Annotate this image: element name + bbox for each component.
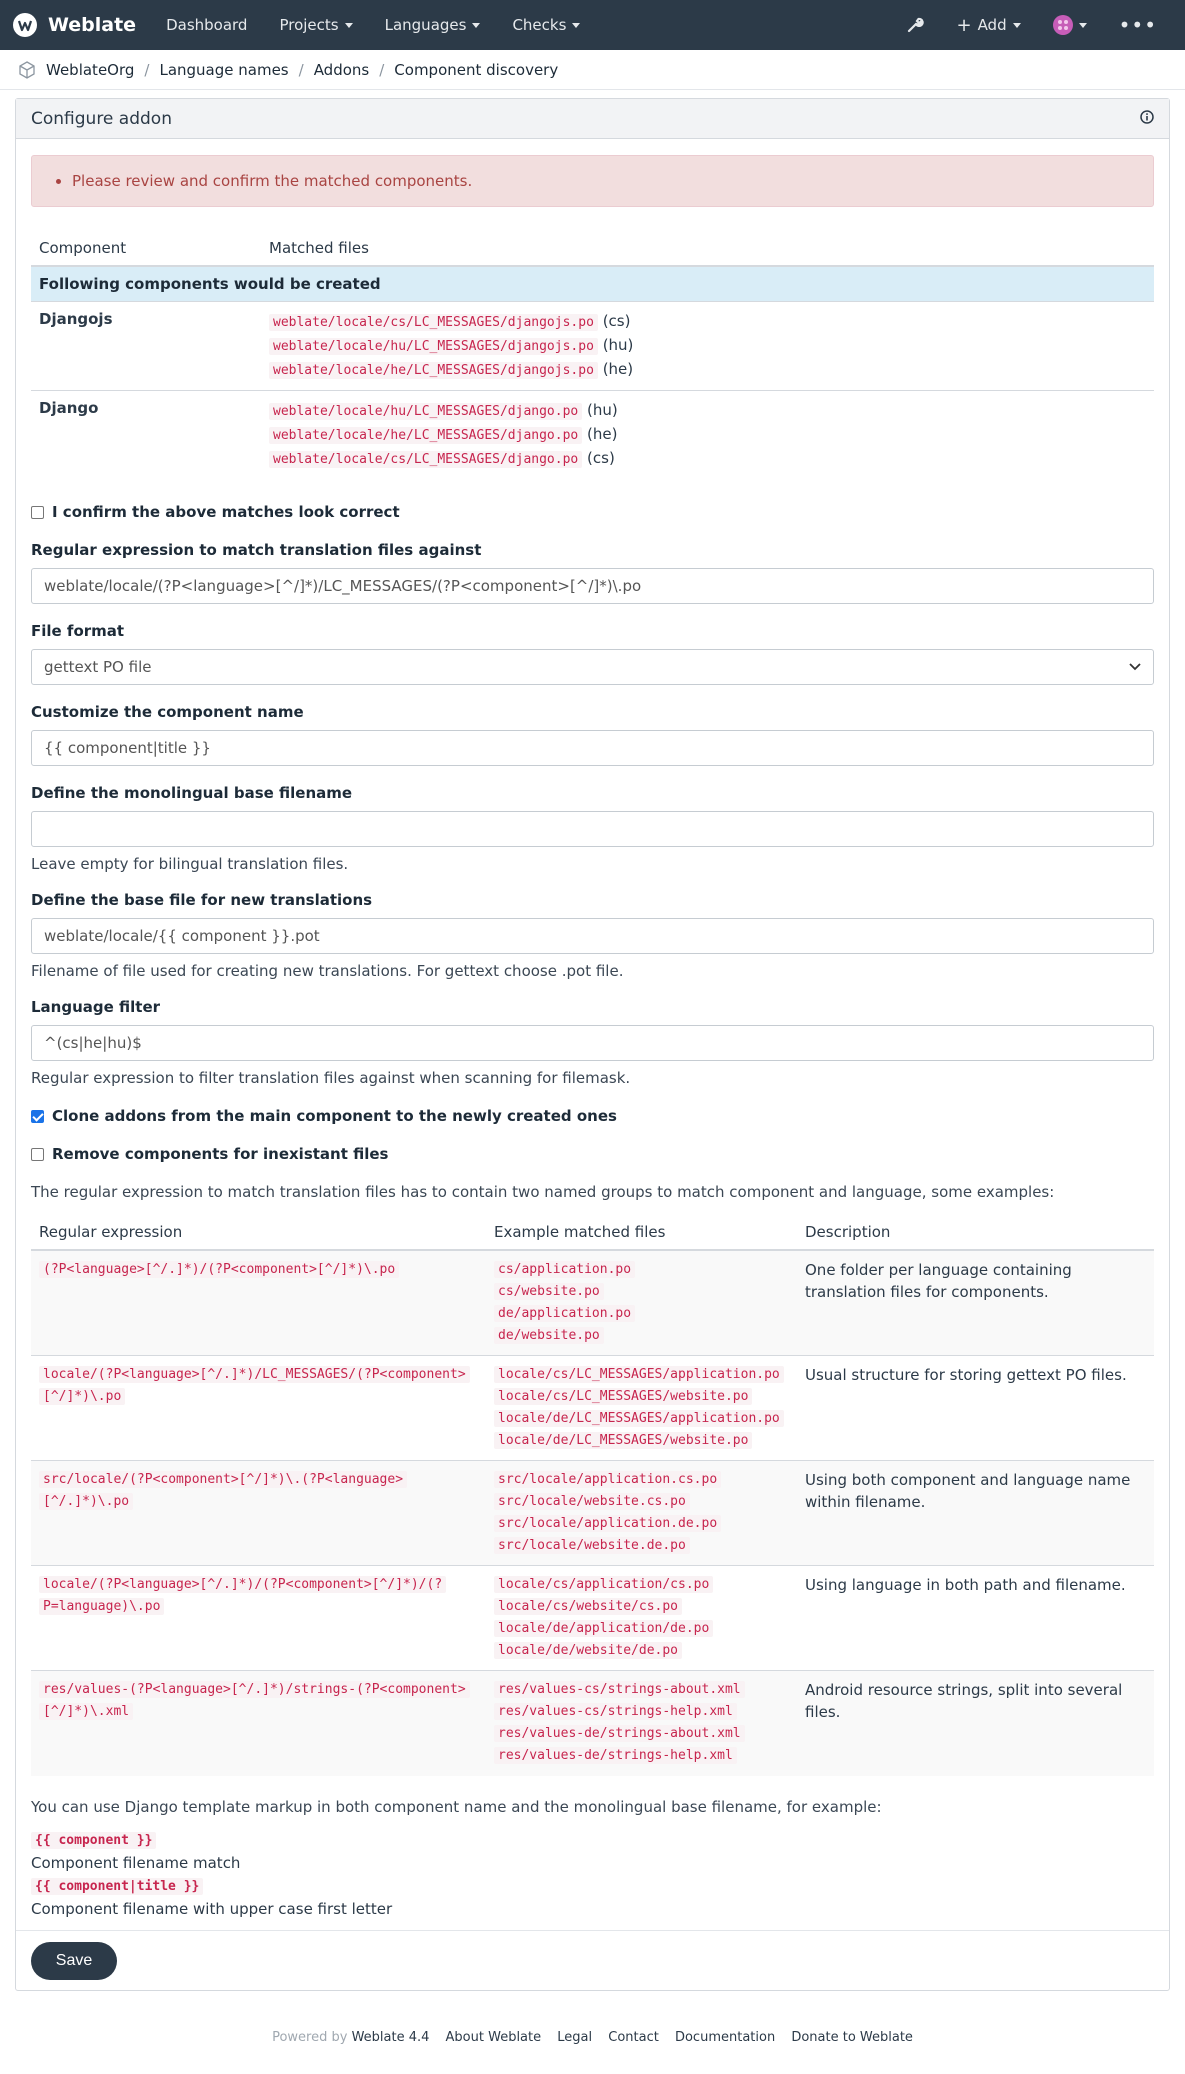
example-file: res/values-de/strings-about.xml: [494, 1725, 745, 1742]
example-file: locale/cs/website/cs.po: [494, 1598, 682, 1615]
regex-code: [^/.]*)\.po: [39, 1493, 133, 1510]
header-example-files: Example matched files: [486, 1215, 797, 1250]
matched-components-table: [31, 231, 1154, 479]
file-path: weblate/locale/he/LC_MESSAGES/djangojs.po: [269, 362, 598, 379]
regex-code: [^/]*)\.po: [39, 1388, 125, 1405]
regex-code: res/values-(?P<language>[^/.]*)/strings-(?P<component>: [39, 1681, 470, 1698]
example-file: locale/de/website/de.po: [494, 1642, 682, 1659]
remove-checkbox-row[interactable]: [31, 1145, 1154, 1163]
header-description: Description: [797, 1215, 1154, 1250]
alert-error: [31, 155, 1154, 207]
file-lang: (he): [602, 360, 634, 378]
example-files-cell: [486, 1671, 797, 1776]
table-row: [31, 1671, 1154, 1776]
regex-input[interactable]: weblate/locale/(?P<language>[^/]*)/LC_MESSAGES/(?P<component>[^/]*)\.po: [31, 568, 1154, 604]
chevron-down-icon: [1129, 663, 1141, 671]
example-file: cs/application.po: [494, 1261, 635, 1278]
regex-cell: [31, 1356, 486, 1461]
section-row: [31, 266, 1154, 302]
remove-components-checkbox[interactable]: [31, 1148, 44, 1161]
file-path: weblate/locale/cs/LC_MESSAGES/django.po: [269, 451, 582, 468]
table-row: [31, 1461, 1154, 1566]
template-intro: You can use Django template markup in both component name and the monolingual base filename, for example:: [31, 1797, 882, 1816]
example-file: src/locale/website.cs.po: [494, 1493, 690, 1510]
powered-by-text: [272, 2030, 429, 2045]
nav-dashboard-label: Dashboard: [166, 16, 248, 34]
example-file: locale/de/application/de.po: [494, 1620, 713, 1637]
nav-languages-label: Languages: [384, 16, 467, 34]
more-dots-icon: •••: [1118, 13, 1157, 37]
file-lang: (hu): [587, 401, 618, 419]
caret-down-icon: [572, 23, 580, 28]
weblate-version-link[interactable]: Weblate 4.4: [351, 2030, 430, 2045]
file-line: [269, 423, 1146, 447]
base-help: Leave empty for bilingual translation files.: [31, 855, 349, 873]
format-label: File format: [31, 622, 125, 640]
regex-cell: [31, 1461, 486, 1566]
header-component: Component: [31, 231, 261, 266]
examples-intro: The regular expression to match translation files has to contain two named groups to match component and language, some examples:: [31, 1183, 1055, 1201]
table-row: [31, 391, 1154, 480]
template-code: {{ component }}: [31, 1832, 156, 1849]
template-desc: Component filename match: [31, 1853, 241, 1872]
component-name: Djangojs: [31, 302, 261, 391]
example-file: locale/cs/application/cs.po: [494, 1576, 713, 1593]
footer-link-donate[interactable]: Donate to Weblate: [791, 2030, 913, 2045]
confirm-label: I confirm the above matches look correct: [52, 503, 400, 521]
regex-field-group: [31, 541, 1154, 604]
nav-checks[interactable]: [496, 0, 596, 50]
regex-code: locale/(?P<language>[^/.]*)/(?P<component>[^/]*)/(?: [39, 1576, 446, 1593]
regex-cell: [31, 1250, 486, 1356]
example-file: res/values-de/strings-help.xml: [494, 1747, 737, 1764]
example-file: res/values-cs/strings-about.xml: [494, 1681, 745, 1698]
add-menu-label: Add: [977, 16, 1007, 34]
breadcrumb-separator: /: [298, 60, 304, 79]
example-files-cell: [486, 1461, 797, 1566]
weblate-logo-icon: [12, 12, 38, 38]
example-file: de/website.po: [494, 1327, 604, 1344]
confirm-checkbox-row[interactable]: [31, 503, 1154, 521]
example-description: Android resource strings, split into several files.: [797, 1671, 1154, 1776]
base-file-input[interactable]: [31, 811, 1154, 847]
file-path: weblate/locale/hu/LC_MESSAGES/django.po: [269, 403, 582, 420]
example-files-cell: [486, 1250, 797, 1356]
nav-languages[interactable]: [369, 0, 497, 50]
more-menu-button[interactable]: [1103, 0, 1173, 50]
template-example-line: [31, 1828, 1154, 1852]
powered-label: Powered by: [272, 2030, 348, 2045]
footer-link-documentation[interactable]: Documentation: [674, 2030, 776, 2045]
new-base-label: Define the base file for new translations: [31, 891, 373, 909]
file-path: weblate/locale/cs/LC_MESSAGES/djangojs.po: [269, 314, 598, 331]
example-file: cs/website.po: [494, 1283, 604, 1300]
section-label: Following components would be created: [31, 266, 1154, 302]
nav-dashboard[interactable]: [150, 0, 263, 50]
clone-label: Clone addons from the main component to the newly created ones: [52, 1107, 617, 1125]
file-line: [269, 334, 1146, 358]
info-icon[interactable]: [1140, 109, 1154, 129]
footer-link-legal[interactable]: Legal: [557, 2030, 593, 2045]
caret-down-icon: [1013, 23, 1021, 28]
file-lang: (he): [587, 425, 618, 443]
name-field-group: [31, 703, 1154, 766]
component-name: Django: [31, 391, 261, 480]
file-path: weblate/locale/he/LC_MESSAGES/django.po: [269, 427, 582, 444]
file-format-value: gettext PO file: [44, 658, 152, 676]
page-footer: [0, 2030, 1185, 2045]
lang-filter-help: Regular expression to filter translation files against when scanning for filemask.: [31, 1069, 631, 1087]
matched-files-cell: [261, 391, 1154, 480]
regex-code: locale/(?P<language>[^/.]*)/LC_MESSAGES/(?P<component>: [39, 1366, 470, 1383]
new-base-field-group: [31, 891, 1154, 980]
file-format-select[interactable]: [31, 649, 1154, 685]
caret-down-icon: [345, 23, 353, 28]
table-row: [31, 1356, 1154, 1461]
clone-checkbox-row[interactable]: [31, 1107, 1154, 1125]
header-matched-files: Matched files: [261, 231, 1154, 266]
panel-footer: [16, 1930, 1169, 1990]
breadcrumb-component[interactable]: Language names: [159, 60, 289, 79]
file-line: [269, 399, 1146, 423]
save-button[interactable]: Save: [31, 1942, 117, 1980]
example-file: locale/de/LC_MESSAGES/website.po: [494, 1432, 752, 1449]
file-lang: (cs): [587, 449, 615, 467]
breadcrumb-current[interactable]: Component discovery: [394, 60, 559, 79]
breadcrumb: [0, 50, 1185, 90]
remove-label: Remove components for inexistant files: [52, 1145, 389, 1163]
confirm-checkbox[interactable]: [31, 506, 44, 519]
header-regex: Regular expression: [31, 1215, 486, 1250]
breadcrumb-separator: /: [379, 60, 385, 79]
component-name-input[interactable]: {{ component|title }}: [31, 730, 1154, 766]
example-file: src/locale/application.cs.po: [494, 1471, 721, 1488]
example-files-cell: [486, 1566, 797, 1671]
cube-icon: [18, 61, 36, 79]
new-base-help: Filename of file used for creating new translations. For gettext choose .pot file.: [31, 962, 624, 980]
example-description: Usual structure for storing gettext PO files.: [797, 1356, 1154, 1461]
panel-title: Configure addon: [31, 108, 172, 129]
footer-link-about[interactable]: About Weblate: [445, 2030, 542, 2045]
example-file: locale/de/LC_MESSAGES/application.po: [494, 1410, 784, 1427]
template-desc: Component filename with upper case first letter: [31, 1899, 393, 1918]
breadcrumb-project[interactable]: WeblateOrg: [46, 60, 135, 79]
caret-down-icon: [472, 23, 480, 28]
template-examples: [31, 1828, 1154, 1920]
footer-link-contact[interactable]: Contact: [608, 2030, 659, 2045]
brand-name: Weblate: [48, 14, 137, 36]
configure-addon-panel: [15, 98, 1170, 1991]
lang-filter-label: Language filter: [31, 998, 161, 1016]
regex-cell: [31, 1566, 486, 1671]
wrench-icon: [906, 16, 924, 34]
nav-projects[interactable]: [263, 0, 368, 50]
table-row: [31, 1566, 1154, 1671]
table-row: [31, 1250, 1154, 1356]
clone-addons-checkbox[interactable]: [31, 1110, 44, 1123]
breadcrumb-separator: /: [144, 60, 150, 79]
add-menu[interactable]: [940, 0, 1036, 50]
regex-examples-table: [31, 1215, 1154, 1776]
breadcrumb-addons[interactable]: Addons: [313, 60, 370, 79]
file-line: [269, 447, 1146, 471]
new-base-input[interactable]: weblate/locale/{{ component }}.pot: [31, 918, 1154, 954]
example-description: One folder per language containing translation files for components.: [797, 1250, 1154, 1356]
name-label: Customize the component name: [31, 703, 304, 721]
regex-code: (?P<language>[^/.]*)/(?P<component>[^/]*)\.po: [39, 1261, 399, 1278]
example-file: locale/cs/LC_MESSAGES/application.po: [494, 1366, 784, 1383]
file-lang: (cs): [602, 312, 631, 330]
example-description: Using language in both path and filename.: [797, 1566, 1154, 1671]
example-description: Using both component and language name within filename.: [797, 1461, 1154, 1566]
base-field-group: [31, 784, 1154, 873]
regex-label: Regular expression to match translation files against: [31, 541, 482, 559]
wrench-button[interactable]: [890, 0, 940, 50]
brand[interactable]: [12, 12, 136, 38]
example-file: src/locale/application.de.po: [494, 1515, 721, 1532]
example-file: de/application.po: [494, 1305, 635, 1322]
avatar: [1053, 15, 1073, 35]
panel-header: [16, 99, 1169, 139]
regex-cell: [31, 1671, 486, 1776]
template-code: {{ component|title }}: [31, 1878, 203, 1895]
example-file: src/locale/website.de.po: [494, 1537, 690, 1554]
nav-projects-label: Projects: [279, 16, 339, 34]
regex-code: P=language)\.po: [39, 1598, 164, 1615]
file-line: [269, 310, 1146, 334]
language-filter-input[interactable]: ^(cs|he|hu)$: [31, 1025, 1154, 1061]
example-file: locale/cs/LC_MESSAGES/website.po: [494, 1388, 752, 1405]
example-file: res/values-cs/strings-help.xml: [494, 1703, 737, 1720]
user-menu[interactable]: [1037, 0, 1103, 50]
plus-icon: +: [956, 14, 972, 36]
template-example-line: [31, 1874, 1154, 1898]
lang-filter-field-group: [31, 998, 1154, 1087]
regex-code: src/locale/(?P<component>[^/]*)\.(?P<language>: [39, 1471, 407, 1488]
alert-message: • Please review and confirm the matched components.: [72, 172, 472, 190]
format-field-group: [31, 622, 1154, 685]
table-row: [31, 302, 1154, 391]
panel-body: [16, 139, 1169, 1932]
matched-files-cell: [261, 302, 1154, 391]
example-files-cell: [486, 1356, 797, 1461]
regex-code: [^/]*)\.xml: [39, 1703, 133, 1720]
caret-down-icon: [1079, 23, 1087, 28]
nav-checks-label: Checks: [512, 16, 567, 34]
file-path: weblate/locale/hu/LC_MESSAGES/djangojs.po: [269, 338, 598, 355]
base-label: Define the monolingual base filename: [31, 784, 353, 802]
top-navbar: [0, 0, 1185, 50]
file-line: [269, 358, 1146, 382]
file-lang: (hu): [602, 336, 634, 354]
